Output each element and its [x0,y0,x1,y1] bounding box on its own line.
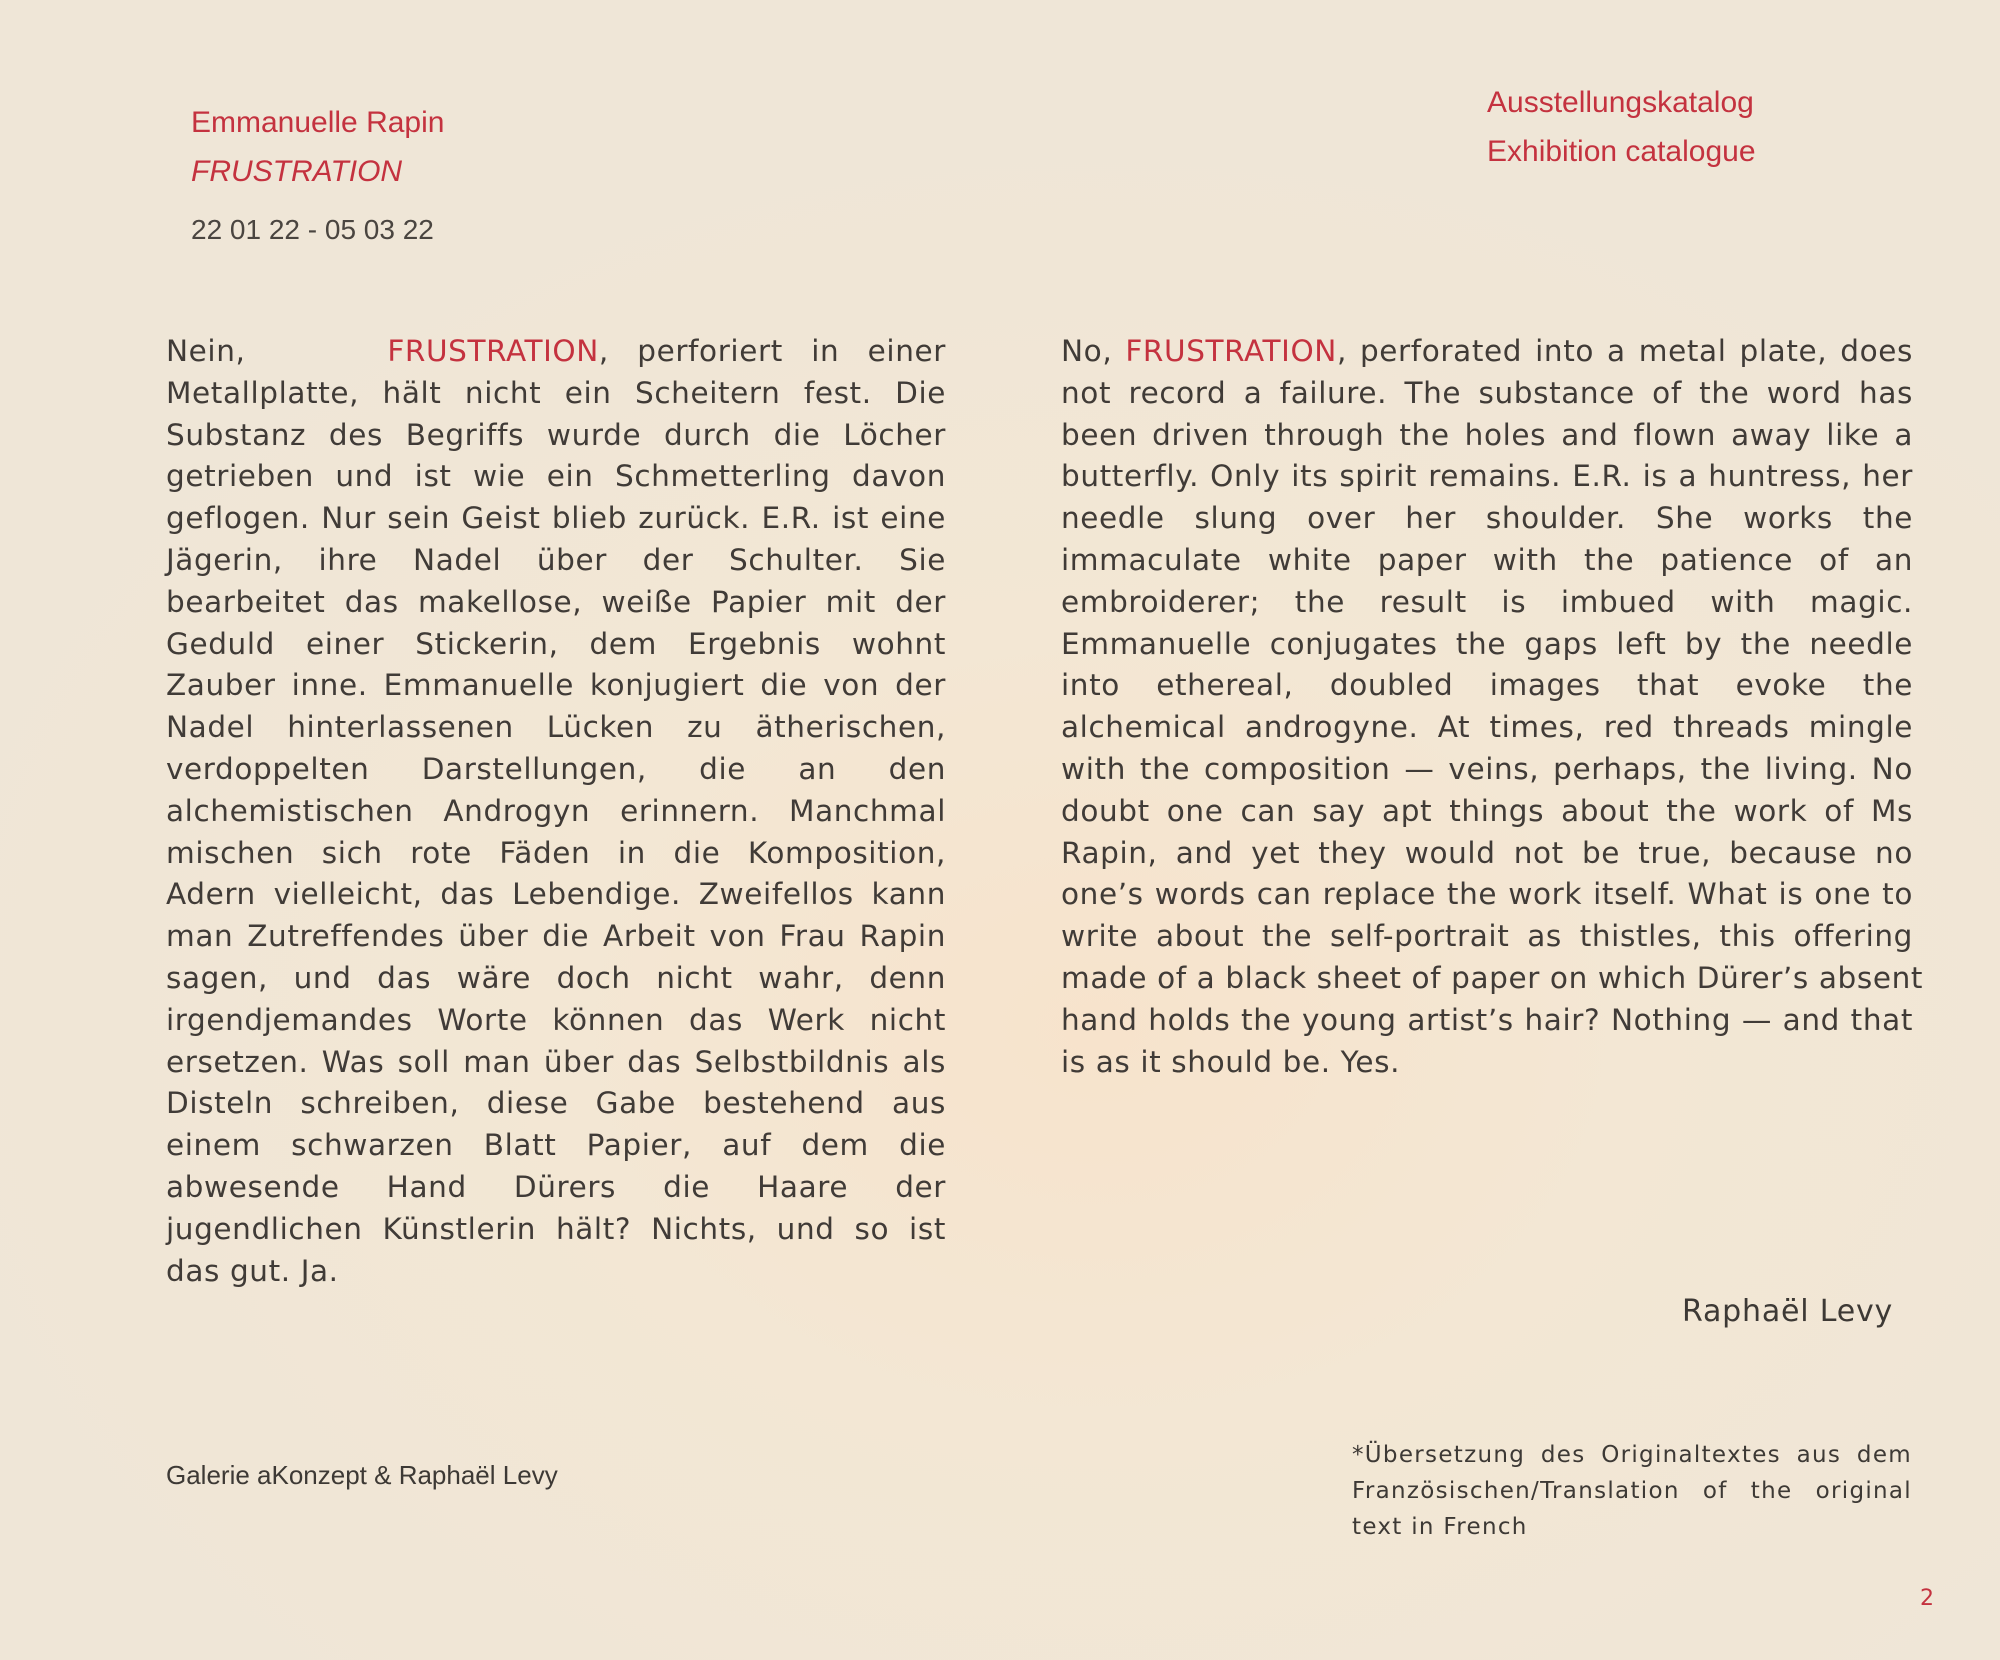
text-line: Jägerin, ihre Nadel über der Schulter. Sie [166,542,946,577]
text-line: irgendjemandes Worte können das Werk nicht [166,1002,946,1037]
catalog-label-german: Ausstellungskatalog [1487,86,1754,119]
text-line: Geduld einer Stickerin, dem Ergebnis wohnt [166,626,946,661]
text-line: man Zutreffendes über die Arbeit von Frau Rapin [166,919,946,954]
text-line: sagen, und das wäre doch nicht wahr, denn [166,960,946,995]
note-line: Französischen/Translation of the original [1352,1478,1912,1504]
text-line: not record a failure. The substance of the word has [1061,375,1913,410]
catalog-label-english: Exhibition catalogue [1487,135,1756,168]
text-line: doubt one can say apt things about the work of Ms [1061,793,1913,828]
text-line: Adern vielleicht, das Lebendige. Zweifellos kann [166,877,946,912]
text-line: Substanz des Begriffs wurde durch die Löcher [166,417,946,452]
text-line [1061,331,1913,373]
artist-name: Emmanuelle Rapin [191,106,445,139]
text-line: verdoppelten Darstellungen, die an den [166,751,946,786]
text-line: made of a black sheet of paper on which Dürer’s absent [1061,960,1924,995]
frustration-keyword: FRUSTRATION [387,334,599,368]
text-line: ersetzen. Was soll man über das Selbstbildnis als [166,1044,946,1079]
text-line: needle slung over her shoulder. She works the [1061,501,1913,536]
text-line: write about the self-portrait as thistles, this offering [1061,919,1913,954]
text-line: alchemical androgyne. At times, red threads mingle [1061,710,1913,745]
english-text-column [1061,331,1924,1083]
text-line: into ethereal, doubled images that evoke the [1061,668,1913,703]
author-signature: Raphaël Levy [1682,1294,1894,1329]
line-text: , perforated into a metal plate, does [1336,334,1913,368]
text-line: immaculate white paper with the patience of an [1061,542,1913,577]
text-line: Metallplatte, hält nicht ein Scheitern fest. Die [166,375,946,410]
text-line: Nadel hinterlassenen Lücken zu ätherischen, [166,710,946,745]
text-line [166,331,946,373]
text-line: one’s words can replace the work itself. What is one to [1061,877,1913,912]
text-line: abwesende Hand Dürers die Haare der [166,1169,946,1204]
text-line: mischen sich rote Fäden in die Komposition, [166,835,946,870]
gallery-credit: Galerie aKonzept & Raphaël Levy [166,1460,558,1490]
text-line: einem schwarzen Blatt Papier, auf dem die [166,1128,946,1163]
note-line: text in French [1352,1514,1528,1540]
lead-word: No, [1061,334,1113,368]
note-line: *Übersetzung des Originaltextes aus dem [1352,1442,1912,1468]
exhibition-title: FRUSTRATION [191,155,403,188]
page-number: 2 [1920,1586,1934,1611]
lead-word: Nein, [166,334,246,368]
text-line: Zauber inne. Emmanuelle konjugiert die von der [166,668,946,703]
line-text: , perforiert in einer [598,334,946,368]
exhibition-dates: 22 01 22 - 05 03 22 [191,214,434,245]
text-line: Disteln schreiben, diese Gabe bestehend aus [166,1086,946,1121]
text-line: embroiderer; the result is imbued with magic. [1061,584,1913,619]
text-line: butterfly. Only its spirit remains. E.R. is a huntress, her [1061,459,1913,494]
text-line: been driven through the holes and flown away like a [1061,417,1913,452]
text-line: getrieben und ist wie ein Schmetterling davon [166,459,946,494]
text-line: hand holds the young artist’s hair? Nothing — and that [1061,1002,1913,1037]
text-line: bearbeitet das makellose, weiße Papier mit der [166,584,946,619]
text-line: is as it should be. Yes. [1061,1044,1401,1079]
text-line: Rapin, and yet they would not be true, because no [1061,835,1913,870]
german-text-column [166,331,946,1292]
text-line: alchemistischen Androgyn erinnern. Manchmal [166,793,946,828]
text-line: with the composition — veins, perhaps, the living. No [1061,751,1913,786]
text-line: Emmanuelle conjugates the gaps left by the needle [1061,626,1913,661]
translation-note [1352,1437,1912,1545]
frustration-keyword: FRUSTRATION [1125,334,1337,368]
text-line: das gut. Ja. [166,1253,339,1288]
text-line: jugendlichen Künstlerin hält? Nichts, und so ist [166,1211,946,1246]
text-line: geflogen. Nur sein Geist blieb zurück. E.R. ist eine [166,501,946,536]
